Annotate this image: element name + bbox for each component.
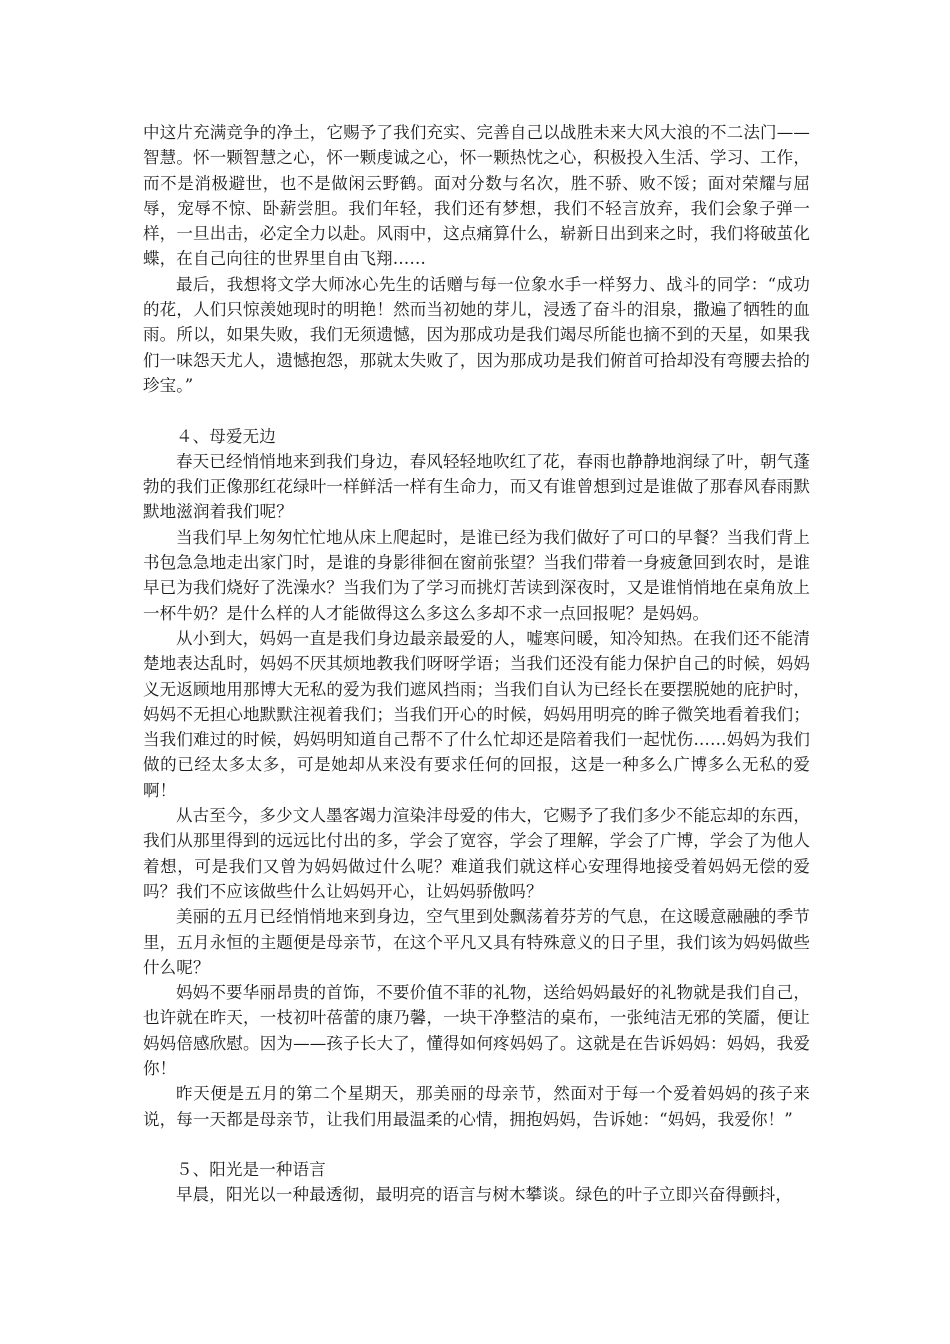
spacer: [143, 398, 810, 423]
section-heading: ４、母爱无边: [176, 426, 276, 446]
paragraph: 美丽的五月已经悄悄地来到身边，空气里到处飘荡着芬芳的气息，在这暖意融融的季节里，五月永恒的主题便是母亲节，在这个平凡又具有特殊意义的日子里，我们该为妈妈做些什么呢？: [143, 907, 810, 977]
document-page: [143, 120, 810, 1208]
paragraph: 当我们早上匆匆忙忙地从床上爬起时，是谁已经为我们做好了可口的早餐？当我们背上书包急急地走出家门时，是谁的身影徘徊在窗前张望？当我们带着一身疲惫回到农时，是谁早已为我们烧好了洗澡水？当我们为了学习而挑灯苦读到深夜时，又是谁悄悄地在桌角放上一杯牛奶？是什么样的人才能做得这么多这么多却不求一点回报呢？是妈妈。: [143, 527, 810, 623]
spacer: [143, 1132, 810, 1157]
section-heading: ５、阳光是一种语言: [176, 1160, 326, 1180]
paragraph: 早晨，阳光以一种最透彻，最明亮的语言与树木攀谈。绿色的叶子立即兴奋得颤抖，: [176, 1185, 793, 1205]
paragraph: 妈妈不要华丽昂贵的首饰，不要价值不菲的礼物，送给妈妈最好的礼物就是我们自己，也许就在昨天，一枝初叶蓓蕾的康乃馨，一块干净整洁的桌布，一张纯洁无邪的笑靥，便让妈妈倍感欣慰。因为——孩子长大了，懂得如何疼妈妈了。这就是在告诉妈妈：妈妈，我爱你！: [143, 983, 810, 1078]
paragraph: 昨天便是五月的第二个星期天，那美丽的母亲节，然面对于每一个爱着妈妈的孩子来说，每一天都是母亲节，让我们用最温柔的心情，拥抱妈妈，告诉她：“妈妈，我爱你！”: [143, 1084, 810, 1129]
paragraph: 最后，我想将文学大师冰心先生的话赠与每一位象水手一样努力、战斗的同学：“成功的花，人们只惊羡她现时的明艳！然而当初她的芽儿，浸透了奋斗的泪泉，撒遍了牺牲的血雨。所以，如果失败，我们无须遗憾，因为那成功是我们竭尽所能也摘不到的天星，如果我们一味怨天尤人，遗憾抱怨，那就太失败了，因为那成功是我们俯首可拾却没有弯腰去拾的珍宝。”: [143, 274, 810, 395]
paragraph: 中这片充满竞争的净土，它赐予了我们充实、完善自己以战胜未来大风大浪的不二法门——智慧。怀一颗智慧之心，怀一颗虔诚之心，怀一颗热忱之心，积极投入生活、学习、工作，而不是消极避世，也不是做闲云野鹤。面对分数与名次，胜不骄、败不馁；面对荣耀与屈辱，宠辱不惊、卧薪尝胆。我们年轻，我们还有梦想，我们不轻言放弃，我们会象子弹一样，一旦出击，必定全力以赴。风雨中，这点痛算什么，崭新日出到来之时，我们将破茧化蝶，在自己向往的世界里自由飞翔……: [143, 123, 810, 269]
paragraph: 春天已经悄悄地来到我们身边，春风轻轻地吹红了花，春雨也静静地润绿了叶，朝气蓬勃的我们正像那红花绿叶一样鲜活一样有生命力，而又有谁曾想到过是谁做了那春风春雨默默地滋润着我们呢？: [143, 451, 810, 522]
paragraph: 从古至今，多少文人墨客竭力渲染沣母爱的伟大，它赐予了我们多少不能忘却的东西，我们从那里得到的远远比付出的多，学会了宽容，学会了理解，学会了广博，学会了为他人着想，可是我们又曾为妈妈做过什么呢？难道我们就这样心安理得地接受着妈妈无偿的爱吗？我们不应该做些什么让妈妈开心，让妈妈骄傲吗？: [143, 806, 810, 901]
paragraph: 从小到大，妈妈一直是我们身边最亲最爱的人，嘘寒问暖，知冷知热。在我们还不能清楚地表达乱时，妈妈不厌其烦地教我们呀呀学语；当我们还没有能力保护自己的时候，妈妈义无返顾地用那博大无私的爱为我们遮风挡雨；当我们自认为已经长在要摆脱她的庇护时，妈妈不无担心地默默注视着我们；当我们开心的时候，妈妈用明亮的眸子微笑地看着我们；当我们难过的时候，妈妈明知道自己帮不了什么忙却还是陪着我们一起忧伤……妈妈为我们做的已经太多太多，可是她却从来没有要求任何的回报，这是一种多么广博多么无私的爱啊！: [143, 628, 810, 800]
